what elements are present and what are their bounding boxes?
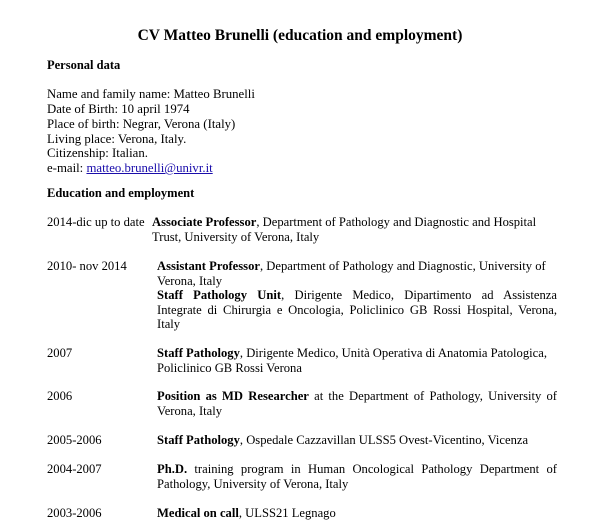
entry-date: 2004-2007 (47, 462, 102, 476)
entry-text: Pathology, University of Verona, Italy (157, 476, 349, 491)
entry-date: 2014-dic up to date (47, 215, 145, 229)
entry-date: 2007 (47, 346, 73, 360)
education-heading: Education and employment (47, 186, 195, 200)
entry-description (152, 215, 552, 244)
entry-text: Integrate di Chirurgia e Oncologia, Policlinico GB Rossi Hospital, Verona, (157, 302, 557, 317)
entry-description (157, 259, 557, 332)
entry-description (157, 346, 557, 375)
personal-data-heading: Personal data (47, 58, 121, 72)
entry-text: Verona, Italy (157, 273, 223, 288)
entry-date: 2010- nov 2014 (47, 259, 127, 273)
email-label: e-mail: (47, 161, 87, 175)
entry-text: , ULSS21 Legnago (238, 506, 336, 520)
entry-date: 2005-2006 (47, 433, 102, 447)
email-line (47, 161, 213, 176)
entry-title: Staff Pathology (157, 433, 240, 447)
pob-line: Place of birth: Negrar, Verona (Italy) (47, 117, 236, 131)
entry-text: Trust, University of Verona, Italy (152, 229, 320, 244)
entry-text: at the Department of Pathology, University of (308, 389, 557, 403)
entry-text: Italy (157, 317, 181, 332)
entry-title: Associate Professor (152, 215, 257, 229)
entry-date: 2006 (47, 389, 73, 403)
entry-text: Policlinico GB Rossi Verona (157, 360, 302, 375)
page-title: CV Matteo Brunelli (education and employment) (137, 27, 463, 44)
entry-text: , Department of Pathology and Diagnostic and Hospital (256, 215, 537, 229)
entry-text: , Dirigente Medico, Dipartimento ad Assistenza (281, 288, 557, 303)
citizenship-line: Citizenship: Italian. (47, 146, 148, 160)
entry-description (157, 389, 557, 418)
entry-text: , Dirigente Medico, Unità Operativa di Anatomia Patologica, (239, 346, 547, 360)
entry-title: Ph.D. (157, 462, 188, 476)
living-place-line: Living place: Verona, Italy. (47, 132, 187, 146)
name-line: Name and family name: Matteo Brunelli (47, 87, 255, 101)
email-link[interactable]: matteo.brunelli@univr.it (86, 161, 213, 175)
dob-line: Date of Birth: 10 april 1974 (47, 102, 190, 116)
entry-text: , Department of Pathology and Diagnostic, University of (259, 259, 546, 273)
entry-text: , Ospedale Cazzavillan ULSS5 Ovest-Vicentino, Vicenza (239, 433, 529, 447)
entry-text: training program in Human Oncological Pathology Department of (187, 462, 557, 476)
entry-title: Staff Pathology Unit (157, 288, 282, 303)
entry-description (157, 462, 557, 491)
entry-title: Position as MD Researcher (157, 389, 309, 403)
entry-description (157, 506, 557, 521)
entry-title: Staff Pathology (157, 346, 240, 360)
entry-title: Medical on call (157, 506, 239, 520)
entry-description (157, 433, 557, 448)
entry-text: Verona, Italy (157, 403, 223, 418)
entry-date: 2003-2006 (47, 506, 102, 520)
entry-title: Assistant Professor (157, 259, 260, 273)
